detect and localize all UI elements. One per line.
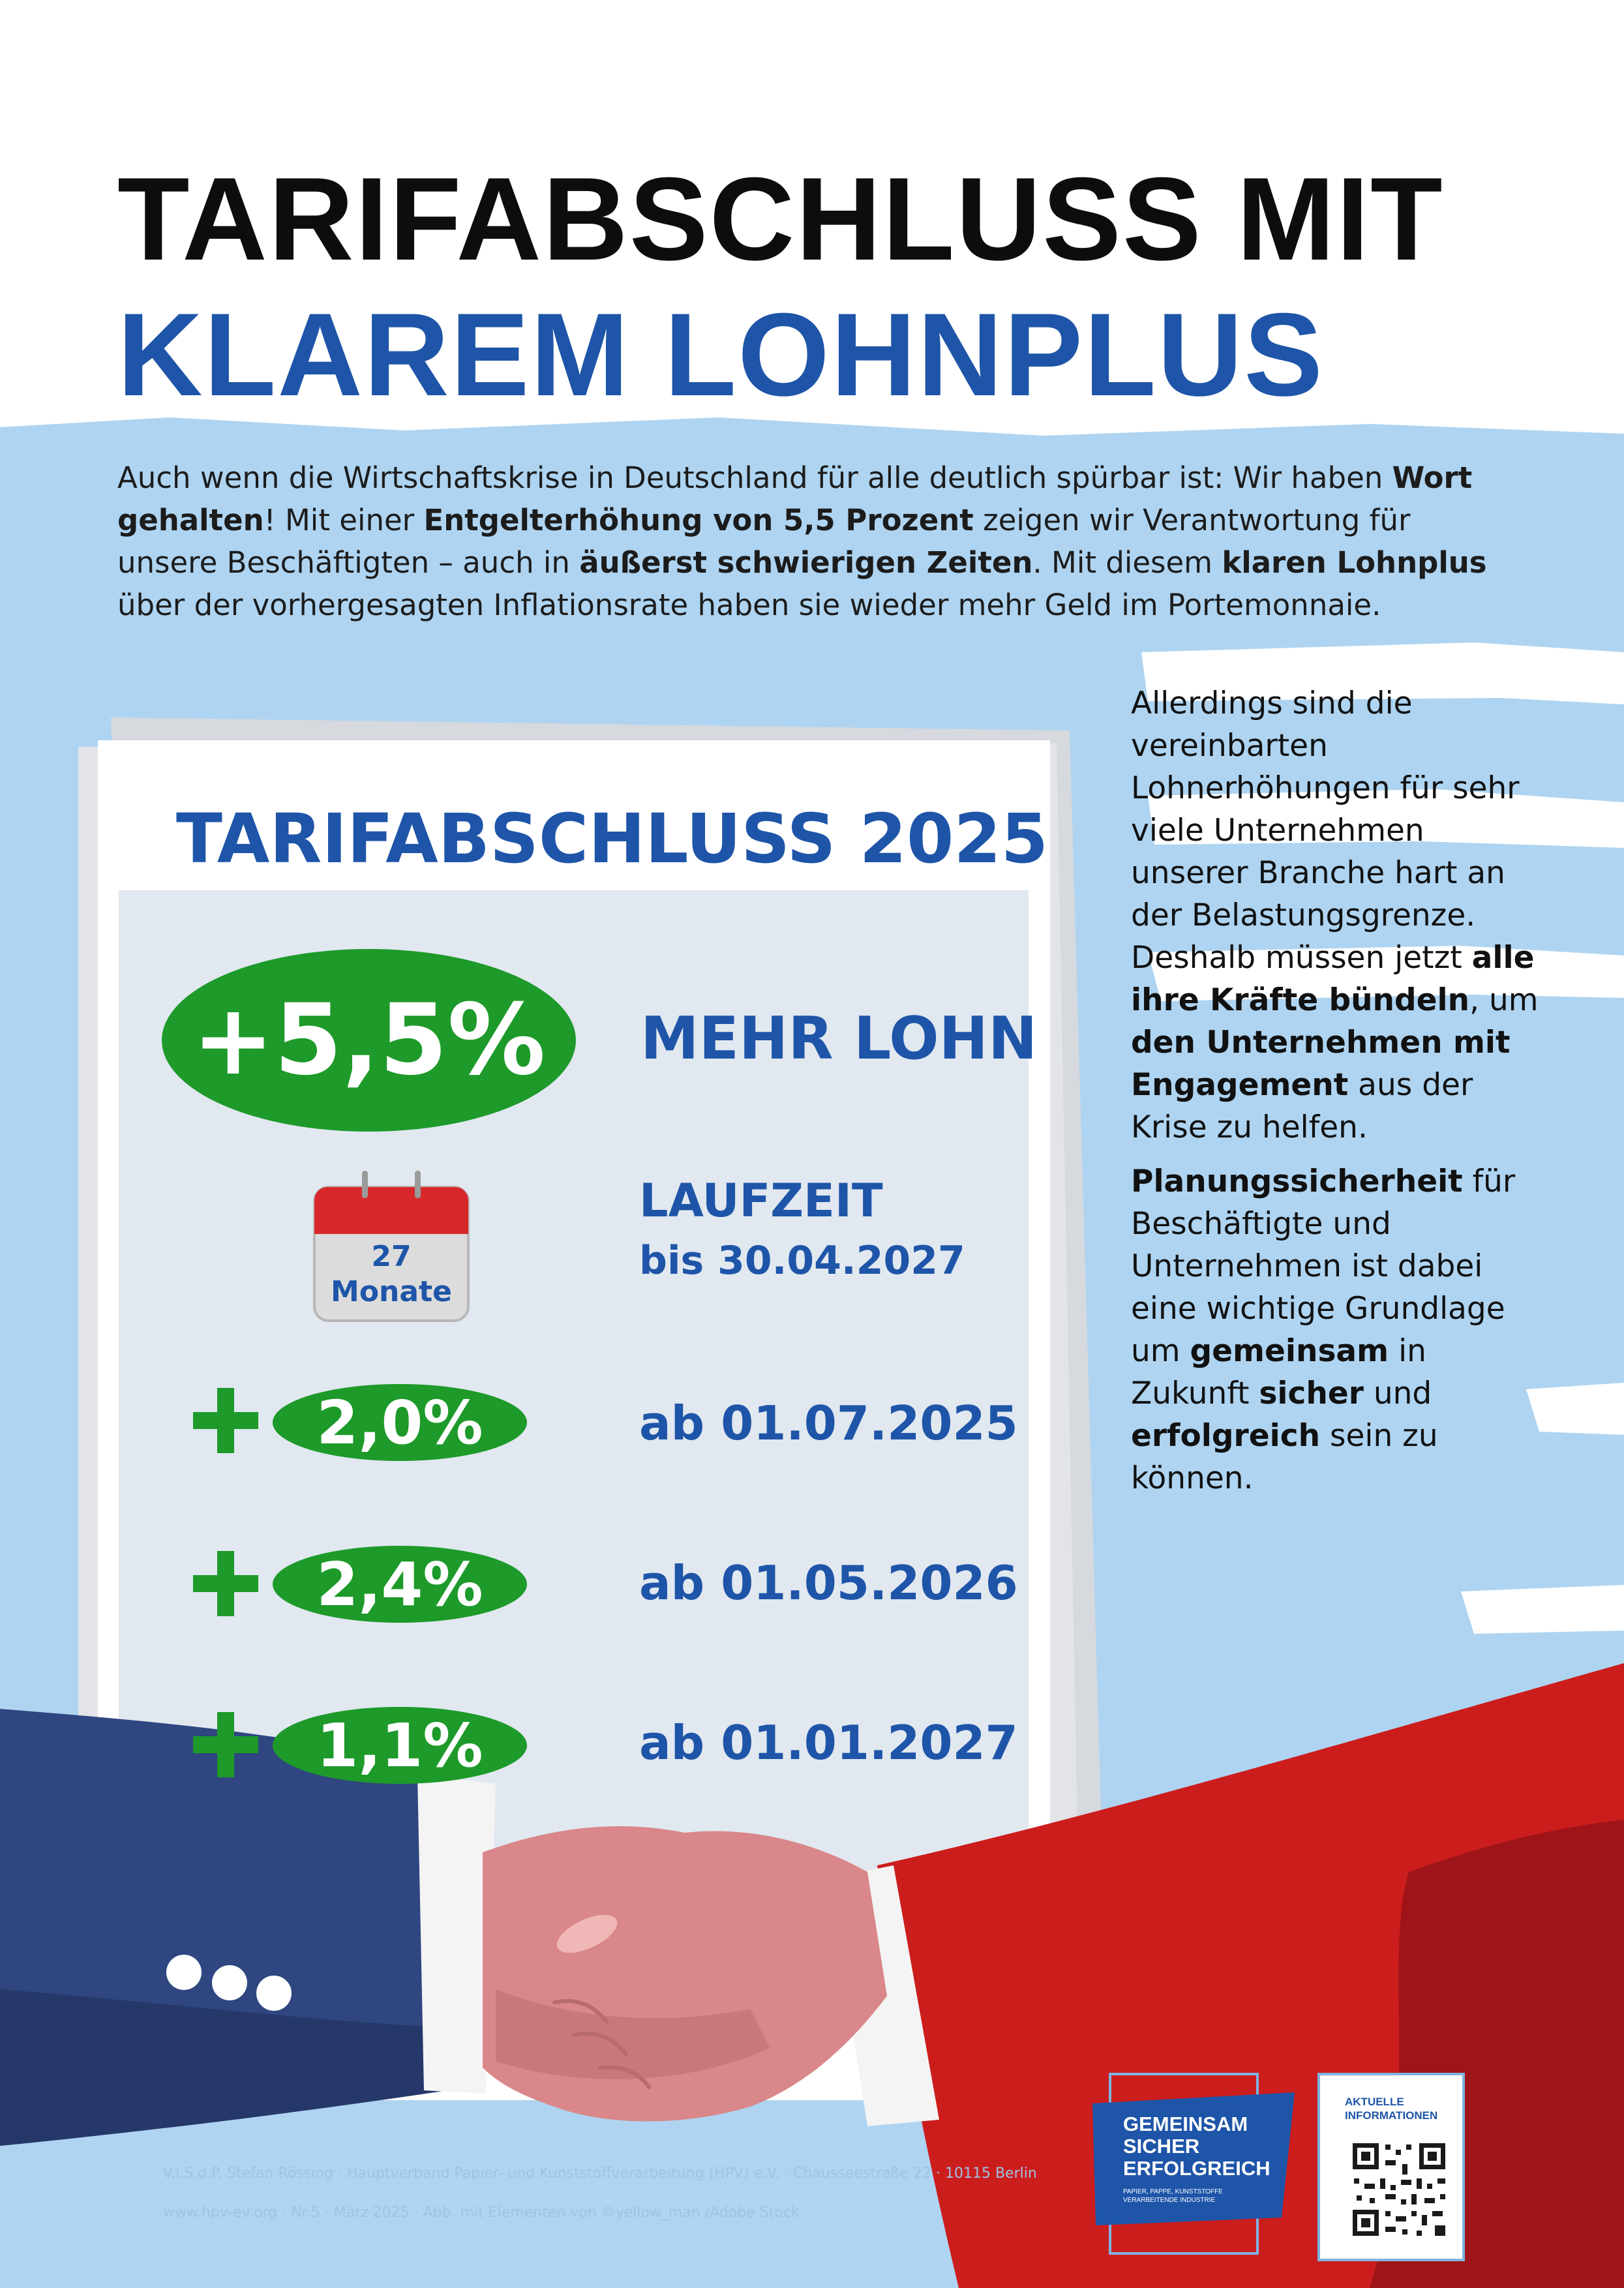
footer-imprint xyxy=(163,2164,1044,2223)
calendar-unit: Monate xyxy=(331,1275,452,1308)
step-percent-badge xyxy=(273,1384,527,1461)
main-label: MEHR LOHN xyxy=(640,1004,1038,1073)
main-percent-value: +5,5% xyxy=(192,984,546,1097)
footer-line-2: www.hpv-ev.org · Nr.5 · März 2025 · Abb. mit Elementen von ©yellow_man /Adobe Stock xyxy=(163,2205,800,2221)
bold-text-run: Planungssicherheit xyxy=(1131,1164,1463,1199)
logo-sub-1: PAPIER, PAPPE, KUNSTSTOFFE xyxy=(1123,2188,1223,2195)
side-text xyxy=(1131,682,1548,1511)
text-run: über der vorhergesagten Inflationsrate haben sie wieder mehr Geld im Portemonnaie. xyxy=(117,588,1381,622)
intro-paragraph xyxy=(117,457,1513,626)
logo-line-2: SICHER xyxy=(1123,2135,1200,2158)
laufzeit-label: LAUFZEIT xyxy=(639,1174,883,1227)
headline-line-2: KLAREM LOHNPLUS xyxy=(117,289,1324,421)
brush-stroke xyxy=(1461,1585,1624,1634)
card-title: TARIFABSCHLUSS 2025 xyxy=(176,799,1049,879)
logo-line-1: GEMEINSAM xyxy=(1123,2113,1248,2135)
text-run: und xyxy=(1363,1376,1432,1411)
step-date: ab 01.07.2025 xyxy=(639,1396,1018,1451)
plus-icon xyxy=(193,1712,258,1777)
text-run: ! Mit einer xyxy=(263,503,424,537)
logo-line-3: ERFOLGREICH xyxy=(1123,2157,1271,2180)
bold-text-run: erfolgreich xyxy=(1131,1418,1321,1454)
laufzeit-date: bis 30.04.2027 xyxy=(639,1238,965,1284)
text-run: Auch wenn die Wirtschaftskrise in Deutschland für alle deutlich spürbar ist: Wir haben xyxy=(117,460,1392,495)
calendar-number: 27 xyxy=(371,1240,412,1273)
logo-sub-2: VERARBEITENDE INDUSTRIE xyxy=(1123,2197,1216,2204)
qr-heading-line-2: INFORMATIONEN xyxy=(1345,2109,1438,2122)
side-paragraph-2 xyxy=(1131,1160,1548,1499)
sleeve-button xyxy=(256,1976,292,2011)
logo-text xyxy=(1123,2113,1280,2205)
calendar-label xyxy=(314,1234,468,1310)
bold-text-run: Entgelterhöhung von 5,5 Prozent xyxy=(423,503,974,537)
plus-icon xyxy=(193,1551,258,1616)
bold-text-run: gemeinsam xyxy=(1190,1333,1389,1369)
bold-text-run: sicher xyxy=(1259,1376,1364,1411)
text-run: . Mit diesem xyxy=(1032,545,1222,580)
text-run: für Beschäftigte und Unternehmen ist dabei eine wichtige Grundlage um xyxy=(1131,1164,1516,1369)
step-date: ab 01.01.2027 xyxy=(639,1715,1018,1770)
step-percent-value: 2,4% xyxy=(316,1549,483,1619)
step-percent-value: 1,1% xyxy=(316,1710,483,1781)
text-run: in Zukunft xyxy=(1131,1333,1426,1411)
sleeve-button xyxy=(166,1955,202,1990)
text-run: Allerdings sind die vereinbarten Lohnerhöhungen für sehr viele Unternehmen unserer Branche hart an der Belastungsgrenze. Deshalb müssen jetzt xyxy=(1131,685,1520,976)
sleeve-button xyxy=(212,1965,247,2000)
qr-heading-line-1: AKTUELLE xyxy=(1345,2096,1404,2108)
bold-text-run: Wort gehalten xyxy=(117,460,1473,537)
step-percent-badge xyxy=(273,1707,527,1784)
side-paragraph-1 xyxy=(1131,682,1548,1149)
step-date: ab 01.05.2026 xyxy=(639,1556,1018,1610)
text-run: aus der Krise zu helfen. xyxy=(1131,1067,1473,1145)
bold-text-run: äußerst schwierigen Zeiten xyxy=(579,545,1033,580)
bold-text-run: klaren Lohnplus xyxy=(1222,545,1487,580)
bold-text-run: alle ihre Kräfte bündeln xyxy=(1131,940,1535,1018)
plus-icon xyxy=(193,1388,258,1453)
text-run: zeigen wir Verantwortung für unsere Beschäftigten – auch in xyxy=(117,503,1411,580)
qr-heading xyxy=(1345,2095,1437,2122)
headline-line-1: TARIFABSCHLUSS MIT xyxy=(117,153,1444,285)
footer-line-1: V.i.S.d.P. Stefan Rössing · Hauptverband Papier- und Kunststoffverarbeitung (HPV) e.V. · Chausseestraße 22 · 10115 Berlin · xyxy=(163,2165,1037,2201)
bold-text-run: den Unternehmen mit Engagement xyxy=(1131,1025,1511,1103)
step-percent-badge xyxy=(273,1546,527,1623)
text-run: sein zu können. xyxy=(1131,1418,1438,1496)
step-percent-value: 2,0% xyxy=(316,1387,483,1458)
text-run: , um xyxy=(1469,982,1539,1018)
main-percent-badge xyxy=(162,949,576,1132)
qr-code-icon xyxy=(1350,2141,1448,2238)
